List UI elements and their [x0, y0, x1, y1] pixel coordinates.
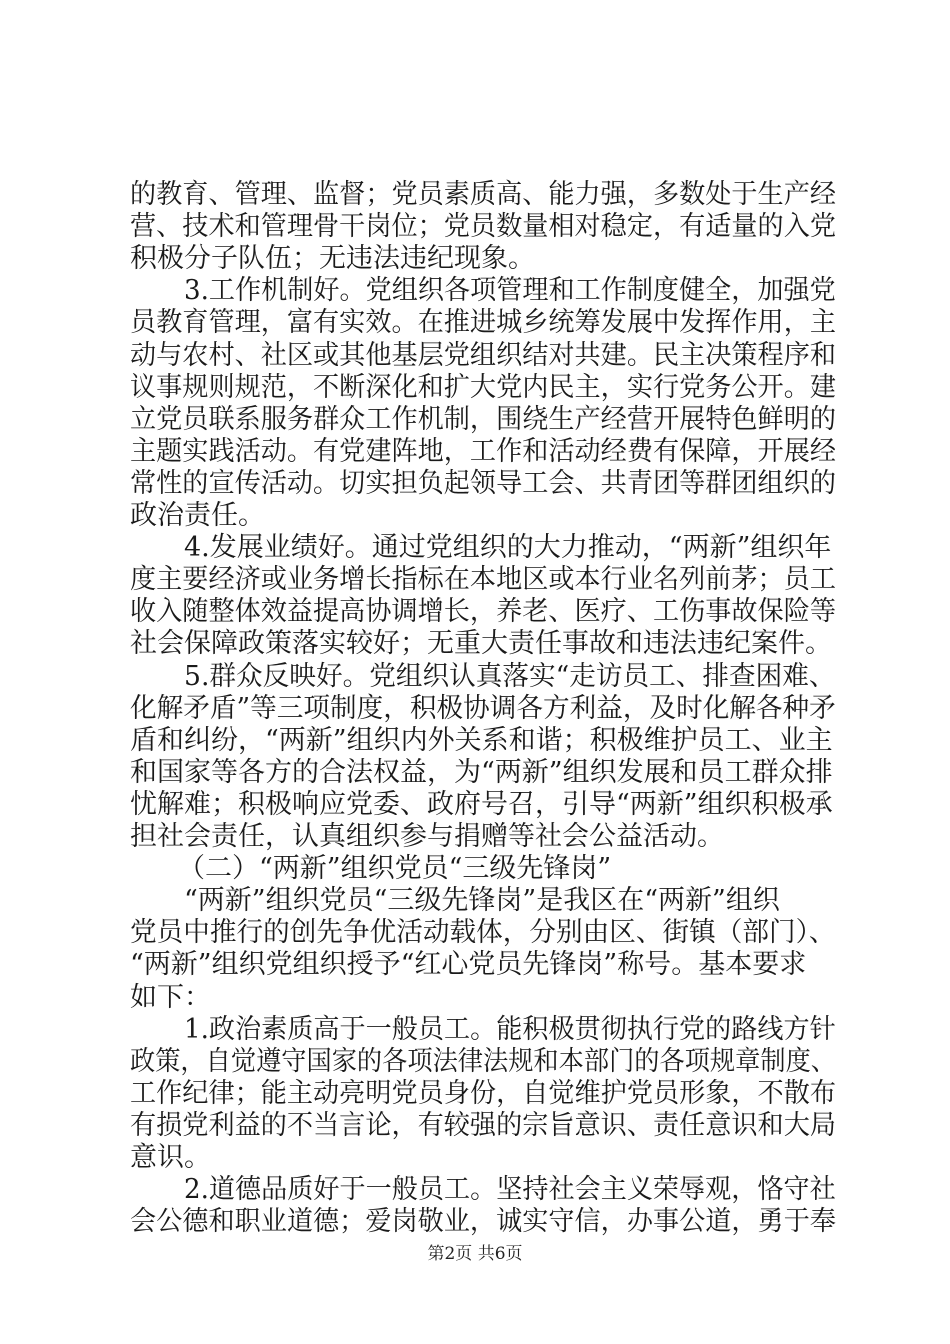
text-line: 意识。: [130, 1142, 211, 1173]
text-line: 5.群众反映好。党组织认真落实“走访员工、排查困难、: [184, 661, 836, 692]
text-line: 忧解难；积极响应党委、政府号召，引导“两新”组织积极承: [130, 789, 833, 820]
text-line: 担社会责任，认真组织参与捐赠等社会公益活动。: [130, 821, 724, 852]
text-line: 党员中推行的创先争优活动载体，分别由区、街镇（部门）、: [130, 917, 836, 948]
text-line: 4.发展业绩好。通过党组织的大力推动，“两新”组织年: [184, 532, 832, 563]
text-line: 常性的宣传活动。切实担负起领导工会、共青团等群团组织的: [130, 468, 836, 499]
text-line: 如下：: [130, 982, 211, 1013]
text-line: 有损党利益的不当言论，有较强的宗旨意识、责任意识和大局: [130, 1110, 836, 1141]
text-line: 营、技术和管理骨干岗位；党员数量相对稳定，有适量的入党: [130, 211, 836, 242]
text-line: 动与农村、社区或其他基层党组织结对共建。民主决策程序和: [130, 340, 836, 371]
text-line: 和国家等各方的合法权益，为“两新”组织发展和员工群众排: [130, 757, 833, 788]
text-line: 立党员联系服务群众工作机制，围绕生产经营开展特色鲜明的: [130, 404, 836, 435]
text-line: 收入随整体效益提高协调增长，养老、医疗、工伤事故保险等: [130, 596, 836, 627]
text-line: 化解矛盾”等三项制度，积极协调各方利益，及时化解各种矛: [130, 693, 836, 724]
text-line: 1.政治素质高于一般员工。能积极贯彻执行党的路线方针: [184, 1014, 836, 1045]
text-line: “两新”组织党组织授予“红心党员先锋岗”称号。基本要求: [130, 949, 807, 980]
text-line: 社会保障政策落实较好；无重大责任事故和违法违纪案件。: [130, 628, 832, 659]
text-line: 政策，自觉遵守国家的各项法律法规和本部门的各项规章制度、: [130, 1046, 836, 1077]
page-number-footer: 第2页 共6页: [427, 1244, 523, 1264]
text-line: 的教育、管理、监督；党员素质高、能力强，多数处于生产经: [130, 179, 836, 210]
text-line: 积极分子队伍；无违法违纪现象。: [130, 243, 535, 274]
section-heading: （二）“两新”组织党员“三级先锋岗”: [178, 853, 612, 884]
text-line: 会公德和职业道德；爱岗敬业，诚实守信，办事公道，勇于奉: [130, 1206, 836, 1237]
text-line: 政治责任。: [130, 500, 265, 531]
text-line: 员教育管理，富有实效。在推进城乡统筹发展中发挥作用，主: [130, 307, 836, 338]
text-line: 工作纪律；能主动亮明党员身份，自觉维护党员形象，不散布: [130, 1078, 836, 1109]
text-line: 盾和纠纷，“两新”组织内外关系和谐；积极维护员工、业主: [130, 725, 833, 756]
text-line: “两新”组织党员“三级先锋岗”是我区在“两新”组织: [184, 885, 780, 916]
text-line: 度主要经济或业务增长指标在本地区或本行业名列前茅；员工: [130, 564, 836, 595]
text-line: 议事规则规范，不断深化和扩大党内民主，实行党务公开。建: [130, 372, 836, 403]
text-line: 3.工作机制好。党组织各项管理和工作制度健全，加强党: [184, 275, 836, 306]
text-line: 2.道德品质好于一般员工。坚持社会主义荣辱观，恪守社: [184, 1174, 836, 1205]
text-line: 主题实践活动。有党建阵地，工作和活动经费有保障，开展经: [130, 436, 836, 467]
